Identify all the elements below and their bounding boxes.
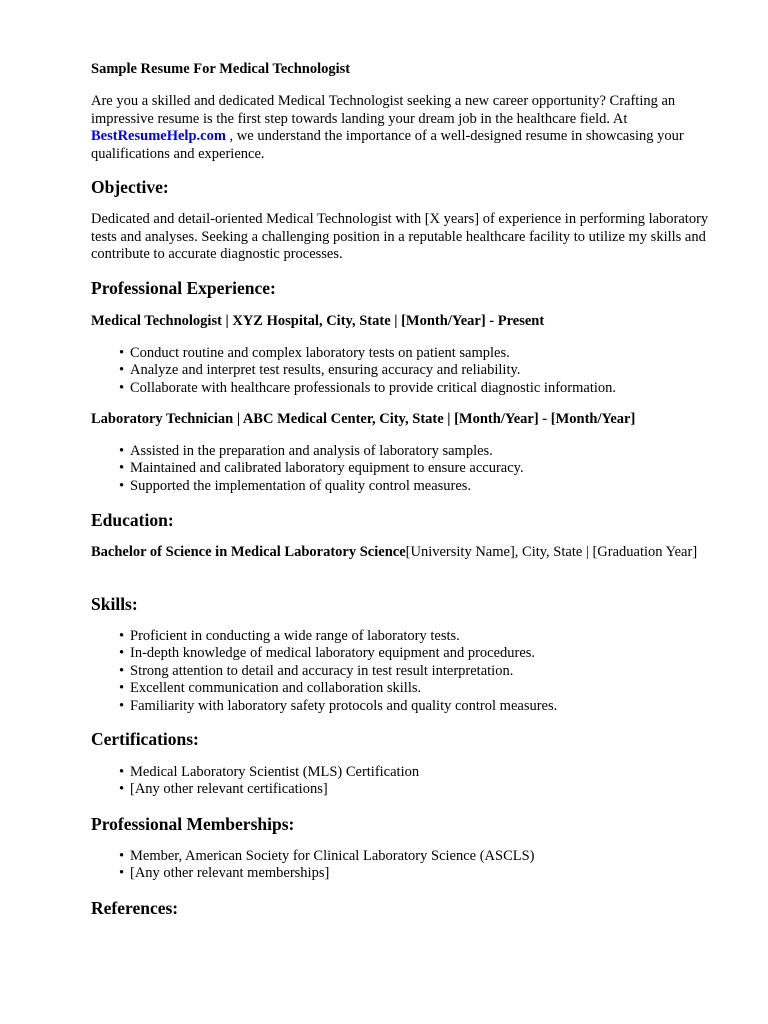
- certifications-heading: Certifications:: [91, 729, 199, 749]
- intro-text: Are you a skilled and dedicated Medical Technologist seeking a new career opportunity? Crafting an impressive resume is the first step towards landing your dream job in the healthcare field. At: [91, 93, 676, 127]
- bullet-icon: •: [119, 345, 125, 361]
- experience-heading: Professional Experience:: [91, 278, 276, 298]
- intro-text-continued: , we understand the importance of a well-designed resume in showcasing your qualifications and experience.: [91, 128, 684, 162]
- degree-details: [University Name], City, State | [Graduation Year]: [405, 544, 698, 560]
- bullet-icon: •: [119, 662, 125, 679]
- education-heading: Education:: [91, 510, 174, 530]
- list-item: • Strong attention to detail and accuracy in test result interpretation.: [119, 662, 514, 679]
- bullet-icon: •: [119, 697, 125, 714]
- list-item: • Analyze and interpret test results, ensuring accuracy and reliability.: [119, 362, 521, 379]
- bullet-icon: •: [119, 443, 125, 459]
- memberships-heading: Professional Memberships:: [91, 814, 295, 834]
- bullet-icon: •: [119, 379, 125, 396]
- skills-list: [116, 628, 557, 715]
- list-item: • [Any other relevant certifications]: [119, 781, 328, 798]
- degree-name: Bachelor of Science in Medical Laboratory Science: [91, 544, 406, 560]
- bullet-icon: •: [119, 460, 125, 477]
- education-text: [91, 544, 731, 562]
- job-title-1: Medical Technologist | XYZ Hospital, City, State | [Month/Year] - Present: [91, 313, 545, 329]
- page-title: Sample Resume For Medical Technologist: [91, 61, 351, 77]
- list-item: • Medical Laboratory Scientist (MLS) Certification: [119, 764, 420, 780]
- certifications-list: [116, 764, 419, 799]
- bullet-icon: •: [119, 628, 125, 644]
- objective-text: Dedicated and detail-oriented Medical Technologist with [X years] of experience in performing laboratory tests and analyses. Seeking a challenging position in a reputable healthcare facility to utilize my skills and contribute to accurate diagnostic processes.: [91, 211, 709, 263]
- list-item: • Collaborate with healthcare professionals to provide critical diagnostic information.: [119, 379, 617, 396]
- list-item: • Member, American Society for Clinical Laboratory Science (ASCLS): [119, 848, 535, 864]
- references-heading: References:: [91, 898, 179, 918]
- bullet-icon: •: [119, 477, 125, 494]
- list-item: • Excellent communication and collaboration skills.: [119, 680, 422, 697]
- list-item: • Maintained and calibrated laboratory equipment to ensure accuracy.: [119, 460, 524, 477]
- job-2-bullets: [116, 443, 524, 495]
- list-item: • Proficient in conducting a wide range of laboratory tests.: [119, 628, 460, 644]
- objective-heading: Objective:: [91, 177, 169, 197]
- intro-paragraph: [91, 93, 731, 163]
- bullet-icon: •: [119, 645, 125, 662]
- skills-heading: Skills:: [91, 594, 138, 614]
- list-item: • Supported the implementation of quality control measures.: [119, 477, 472, 494]
- bullet-icon: •: [119, 781, 125, 798]
- list-item: • Conduct routine and complex laboratory tests on patient samples.: [119, 345, 510, 361]
- job-title-2: Laboratory Technician | ABC Medical Center, City, State | [Month/Year] - [Month/Year]: [91, 411, 636, 427]
- bullet-icon: •: [119, 848, 125, 864]
- bullet-icon: •: [119, 764, 125, 780]
- list-item: • [Any other relevant memberships]: [119, 865, 330, 882]
- memberships-list: [116, 848, 535, 883]
- bullet-icon: •: [119, 865, 125, 882]
- job-1-bullets: [116, 345, 616, 397]
- list-item: • In-depth knowledge of medical laboratory equipment and procedures.: [119, 645, 536, 662]
- list-item: • Assisted in the preparation and analysis of laboratory samples.: [119, 443, 493, 459]
- bullet-icon: •: [119, 680, 125, 697]
- list-item: • Familiarity with laboratory safety protocols and quality control measures.: [119, 697, 558, 714]
- bullet-icon: •: [119, 362, 125, 379]
- bestresumehelp-link[interactable]: BestResumeHelp.com: [91, 128, 226, 145]
